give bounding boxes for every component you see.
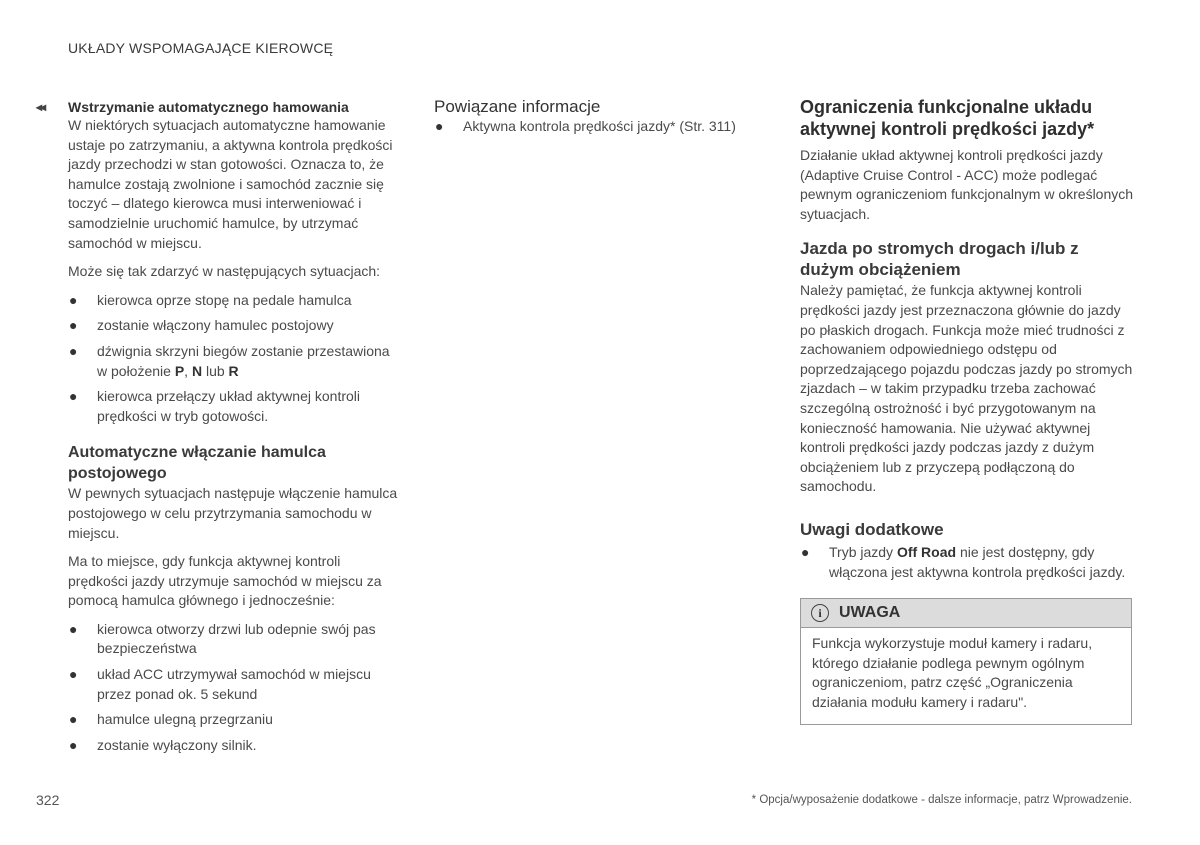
bullet: ● bbox=[69, 317, 78, 334]
double-left-arrow-icon: ◂◂ bbox=[36, 100, 45, 114]
bullet: ● bbox=[69, 666, 78, 683]
separator: , bbox=[184, 362, 192, 379]
list-item bbox=[68, 665, 403, 704]
subheading: Uwagi dodatkowe bbox=[800, 519, 944, 539]
note-header bbox=[801, 599, 1131, 628]
column-2 bbox=[434, 96, 774, 143]
list-item-text: hamulce ulegną przegrzaniu bbox=[97, 711, 273, 728]
list-item bbox=[68, 316, 403, 336]
gear-n: N bbox=[191, 362, 203, 379]
column-1 bbox=[36, 96, 403, 761]
section-heading: Automatyczne włączanie hamulca postojowego bbox=[68, 444, 326, 483]
info-circle-icon: i bbox=[811, 604, 829, 622]
gear-r: R bbox=[228, 362, 239, 379]
paragraph: Może się tak zdarzyć w następujących sytuacjach: bbox=[68, 263, 381, 280]
list-item bbox=[68, 736, 403, 756]
list-item bbox=[68, 291, 403, 311]
related-link-text[interactable]: Aktywna kontrola prędkości jazdy* (Str. 311) bbox=[463, 118, 736, 134]
column-3 bbox=[800, 96, 1136, 725]
drive-mode-name: Off Road bbox=[896, 543, 957, 560]
bullet: ● bbox=[801, 543, 810, 560]
paragraph: Należy pamiętać, że funkcja aktywnej kontroli prędkości jazdy jest przeznaczona głównie do jazdy po płaskich drogach. Funkcja może mieć trudności z zachowaniem odpowiedniego odstępu od poprzedzającego pojazdu podczas jazdy po stromych zjazdach – w takim przypadku trzeba zachować szczególną ostrożność i być przygotowanym na konieczność hamowania. Nie używać aktywnej kontroli prędkości jazdy podczas jazdy z dużym obciążeniem lub z przyczepą podłączoną do samochodu. bbox=[800, 282, 1133, 495]
bullet: ● bbox=[435, 118, 444, 134]
page-number: 322 bbox=[36, 792, 60, 808]
subheading: Jazda po stromych drogach i/lub z dużym obciążeniem bbox=[800, 239, 1079, 280]
bullet: ● bbox=[69, 711, 78, 728]
bullet: ● bbox=[69, 388, 78, 405]
paragraph: Ma to miejsce, gdy funkcja aktywnej kontroli prędkości jazdy utrzymuje samochód w miejscu za pomocą hamulca głównego i jednocześnie: bbox=[68, 553, 382, 609]
note-title: UWAGA bbox=[839, 604, 901, 622]
continued-heading-text: Wstrzymanie automatycznego hamowania bbox=[68, 99, 349, 115]
related-links bbox=[434, 117, 774, 137]
footnote: * Opcja/wyposażenie dodatkowe - dalsze informacje, patrz Wprowadzenie. bbox=[751, 794, 1132, 806]
list-item-text: kierowca otworzy drzwi lub odepnie swój pas bezpieczeństwa bbox=[97, 620, 376, 657]
note-text: Funkcja wykorzystuje moduł kamery i radaru, którego działanie podlega pewnym ogólnym ograniczeniom, patrz część „Ograniczenia działania modułu kamery i radaru". bbox=[812, 635, 1093, 710]
list-item-text: kierowca oprze stopę na pedale hamulca bbox=[97, 291, 352, 308]
list-item-text: Tryb jazdy bbox=[829, 543, 897, 560]
bullet: ● bbox=[69, 342, 78, 359]
note-body bbox=[801, 628, 1131, 724]
separator: lub bbox=[202, 362, 229, 379]
section-title: UKŁADY WSPOMAGAJĄCE KIEROWCĘ bbox=[68, 40, 334, 56]
related-info-heading: Powiązane informacje bbox=[434, 97, 601, 116]
continued-heading bbox=[36, 98, 403, 116]
list-item-text: kierowca przełączy układ aktywnej kontroli prędkości w tryb gotowości. bbox=[97, 388, 360, 424]
main-heading: Ograniczenia funkcjonalne układu aktywnej kontroli prędkości jazdy* bbox=[800, 97, 1095, 139]
list-item-text: zostanie włączony hamulec postojowy bbox=[97, 317, 334, 334]
list-item bbox=[68, 620, 403, 659]
gear-p: P bbox=[174, 362, 185, 379]
list-item-text: układ ACC utrzymywał samochód w miejscu przez ponad ok. 5 sekund bbox=[97, 666, 371, 702]
situations-list bbox=[68, 291, 403, 427]
list-item-text: dźwignia skrzyni biegów zostanie przestawiona w położenie bbox=[97, 342, 390, 379]
note-box bbox=[800, 598, 1132, 725]
paragraph: Działanie układ aktywnej kontroli prędkości jazdy (Adaptive Cruise Control - ACC) może podlegać pewnym ograniczeniom funkcjonalnym w określonych sytuacjach. bbox=[800, 147, 1134, 222]
paragraph: W niektórych sytuacjach automatyczne hamowanie ustaje po zatrzymaniu, a aktywna kontrola prędkości jazdy przechodzi w stan gotowości. Oznacza to, że hamulce zostają zwolnione i samochód zacznie się toczyć – dlatego kierowca musi interweniować i samodzielnie uruchomić hamulce, by utrzymać samochód w miejscu. bbox=[68, 117, 393, 251]
related-link[interactable] bbox=[434, 117, 774, 137]
list-item-text: nie jest dostępny, gdy włączona jest aktywna kontrola prędkości jazdy. bbox=[829, 543, 1126, 580]
notes-list bbox=[800, 543, 1136, 582]
paragraph: W pewnych sytuacjach następuje włączenie hamulca postojowego w celu przytrzymania samochodu w miejscu. bbox=[68, 485, 398, 541]
conditions-list bbox=[68, 620, 403, 756]
list-item bbox=[68, 387, 403, 426]
list-item bbox=[68, 342, 403, 381]
list-item-text: zostanie wyłączony silnik. bbox=[97, 736, 257, 753]
bullet: ● bbox=[69, 620, 78, 637]
list-item bbox=[68, 710, 403, 730]
bullet: ● bbox=[69, 736, 78, 753]
list-item bbox=[800, 543, 1136, 582]
bullet: ● bbox=[69, 291, 78, 308]
